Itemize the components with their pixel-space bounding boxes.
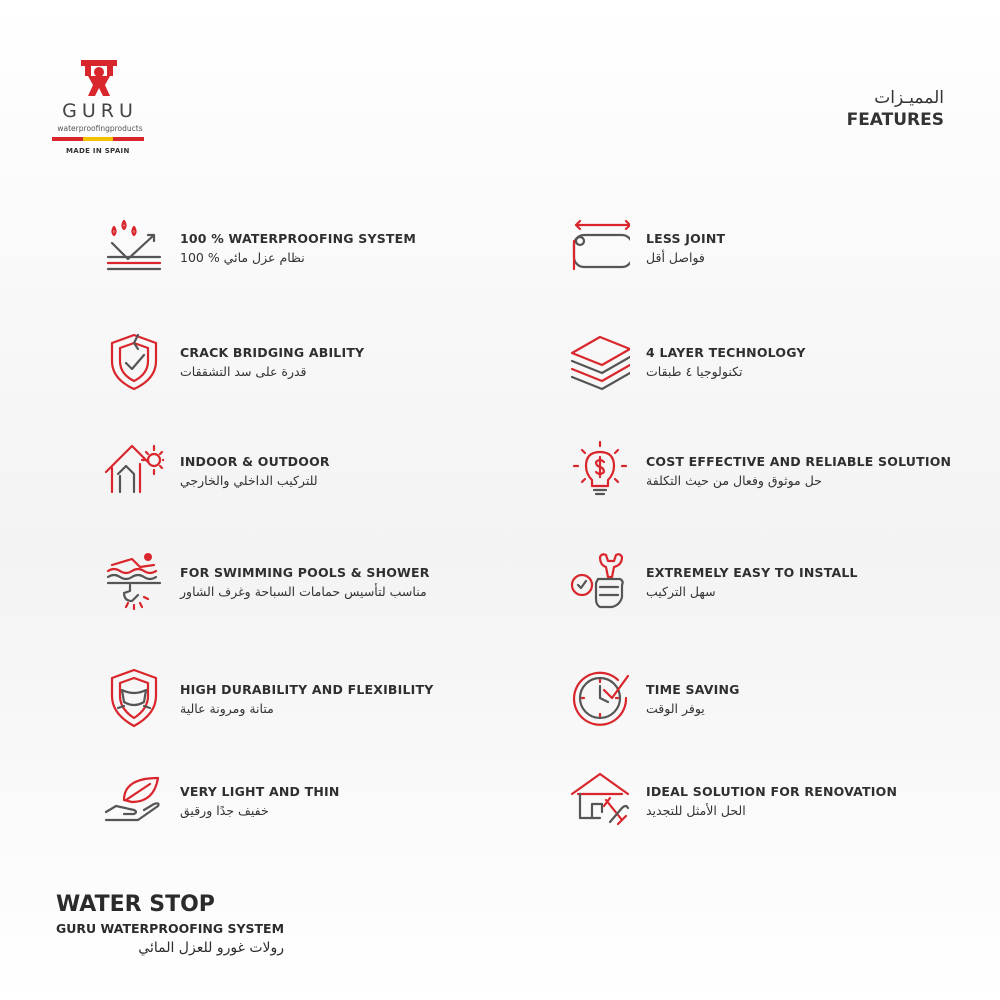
hand-wrench-icon bbox=[570, 551, 630, 611]
feature-title: VERY LIGHT AND THIN bbox=[180, 784, 340, 799]
features-title-en: FEATURES bbox=[846, 110, 944, 130]
features-title-ar: المميـزات bbox=[874, 88, 944, 108]
feature-title-ar: متانة ومرونة عالية bbox=[180, 701, 274, 716]
waterproof-layers-icon bbox=[104, 217, 164, 277]
shield-check-icon bbox=[104, 331, 164, 391]
stacked-layers-icon bbox=[570, 331, 630, 391]
roll-membrane-icon bbox=[570, 217, 630, 277]
feature-title-ar: قدرة على سد التشققات bbox=[180, 364, 307, 379]
shield-flex-icon bbox=[104, 668, 164, 728]
clock-check-icon bbox=[570, 668, 630, 728]
feature-title-ar: تكنولوجيا ٤ طبقات bbox=[646, 364, 743, 379]
feature-title: CRACK BRIDGING ABILITY bbox=[180, 345, 365, 360]
swimmer-shower-icon bbox=[104, 551, 164, 611]
brand-name: GURU bbox=[62, 100, 138, 122]
feature-title: IDEAL SOLUTION FOR RENOVATION bbox=[646, 784, 898, 799]
feature-title-ar: نظام عزل مائي % 100 bbox=[180, 250, 305, 265]
feature-title-ar: فواصل أقل bbox=[646, 250, 705, 265]
feature-title: TIME SAVING bbox=[646, 682, 740, 697]
brand-tagline: waterproofingproducts bbox=[57, 124, 143, 133]
feature-title: INDOOR & OUTDOOR bbox=[180, 454, 330, 469]
feature-title: LESS JOINT bbox=[646, 231, 726, 246]
product-footer bbox=[56, 892, 284, 956]
product-subtitle-ar: رولات غورو للعزل المائي bbox=[138, 940, 285, 956]
feature-title: 100 % WATERPROOFING SYSTEM bbox=[180, 231, 417, 246]
features-heading bbox=[847, 88, 944, 130]
feature-title-ar: يوفر الوقت bbox=[646, 701, 705, 716]
guru-figure-icon bbox=[79, 58, 119, 98]
feature-title-ar: مناسب لتأسيس حمامات السباحة وغرف الشاور bbox=[180, 584, 427, 599]
feature-title-ar: الحل الأمثل للتجديد bbox=[646, 803, 746, 818]
brand-logo bbox=[52, 58, 162, 158]
product-subtitle: GURU WATERPROOFING SYSTEM bbox=[56, 921, 285, 936]
feature-title: HIGH DURABILITY AND FLEXIBILITY bbox=[180, 682, 434, 697]
feature-title-ar: للتركيب الداخلي والخارجي bbox=[180, 473, 318, 488]
house-tools-icon bbox=[570, 770, 630, 830]
feature-title: EXTREMELY EASY TO INSTALL bbox=[646, 565, 858, 580]
feature-title-ar: خفيف جدًا ورقيق bbox=[180, 803, 269, 818]
feature-title: COST EFFECTIVE AND RELIABLE SOLUTION bbox=[646, 454, 952, 469]
lightbulb-dollar-icon bbox=[570, 440, 630, 500]
product-title: WATER STOP bbox=[56, 892, 215, 917]
house-sun-icon bbox=[104, 440, 164, 500]
hand-leaf-icon bbox=[104, 770, 164, 830]
spain-flag-stripe bbox=[52, 137, 144, 141]
feature-title-ar: حل موثوق وفعال من حيث التكلفة bbox=[646, 473, 822, 488]
feature-title-ar: سهل التركيب bbox=[646, 584, 716, 599]
feature-title: FOR SWIMMING POOLS & SHOWER bbox=[180, 565, 430, 580]
made-in-label: MADE IN SPAIN bbox=[66, 147, 130, 155]
feature-title: 4 LAYER TECHNOLOGY bbox=[646, 345, 806, 360]
